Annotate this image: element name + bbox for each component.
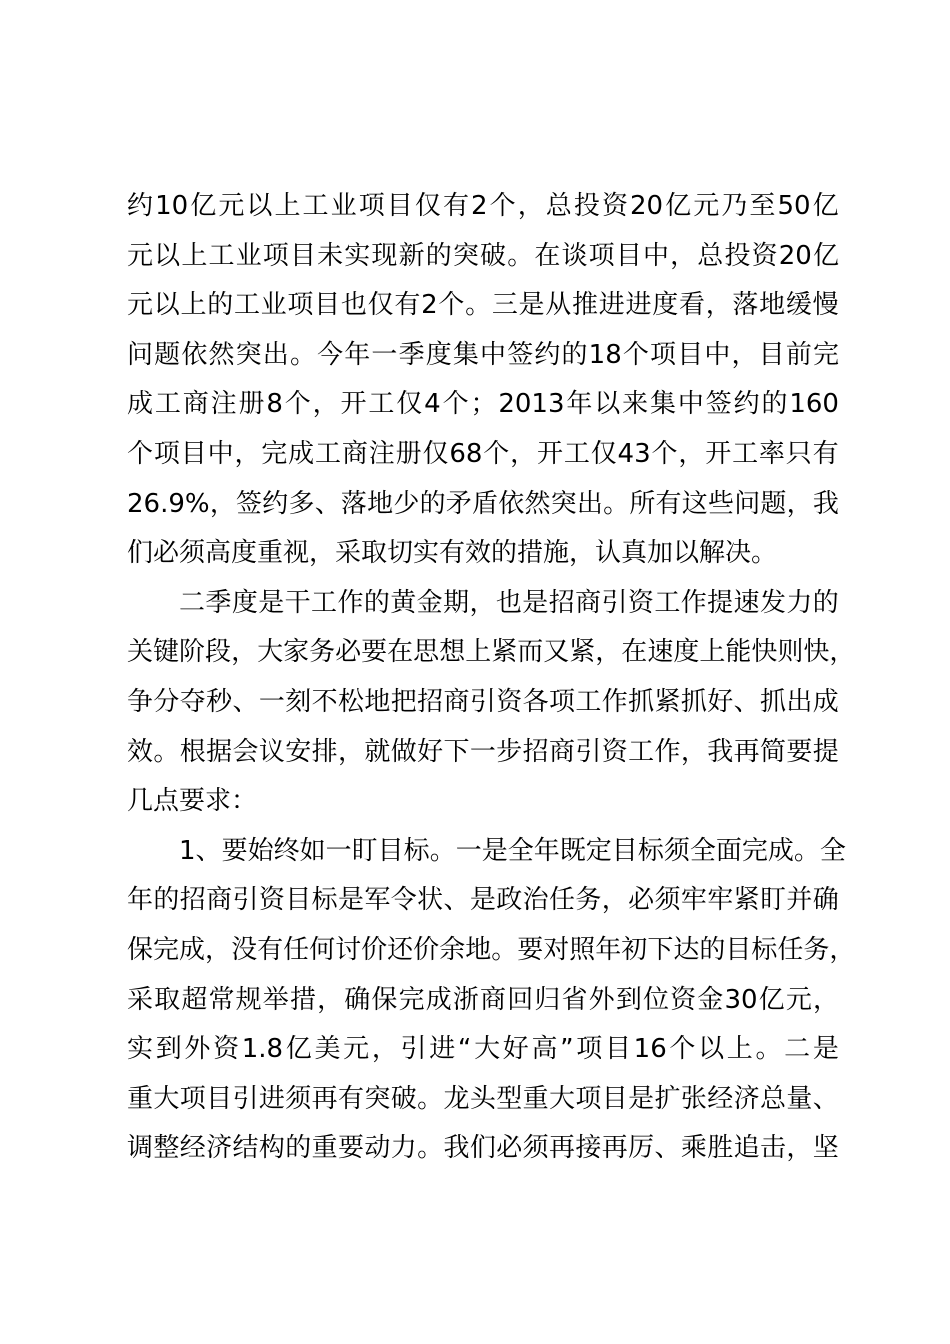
text-line: 效 。 根 据 会 议 安 排 ， 就 做 好 下 一 步 招 商 引 资 工 作 ， 我 再 简 要 提 bbox=[127, 736, 839, 767]
text-line: 1 、 要 始 终 如 一 盯 目 标 。 一 是 全 年 既 定 目 标 须 全 面 完 成 。 全 bbox=[179, 835, 846, 866]
text-line: 保 完 成 ， 没 有 任 何 讨 价 还 价 余 地 。 要 对 照 年 初 下 达 的 目 标 任 务 ， bbox=[127, 934, 856, 965]
text-line: 几点要求： bbox=[127, 786, 258, 817]
body-text bbox=[127, 182, 856, 1174]
text-line: 关 键 阶 段 ， 大 家 务 必 要 在 思 想 上 紧 而 又 紧 ， 在 速 度 上 能 快 则 快 ， bbox=[127, 637, 856, 668]
text-line: 约 10 亿 元 以 上 工 业 项 目 仅 有 2 个 ， 总 投 资 20 亿 元 乃 至 50 亿 bbox=[127, 191, 839, 221]
text-line: 元 以 上 工 业 项 目 未 实 现 新 的 突 破 。 在 谈 项 目 中 ， 总 投 资 20 亿 bbox=[127, 240, 839, 271]
text-line: 个 项 目 中 ， 完 成 工 商 注 册 仅 68 个 ， 开 工 仅 43 个 ， 开 工 率 只 有 bbox=[127, 438, 839, 469]
text-line: 二 季 度 是 干 工 作 的 黄 金 期 ， 也 是 招 商 引 资 工 作 提 速 发 力 的 bbox=[179, 587, 839, 618]
text-line: 26.9% ， 签 约 多 、 落 地 少 的 矛 盾 依 然 突 出 。 所 有 这 些 问 题 ， 我 bbox=[127, 488, 839, 519]
text-line: 争 分 夺 秒 、 一 刻 不 松 地 把 招 商 引 资 各 项 工 作 抓 紧 抓 好 、 抓 出 成 bbox=[127, 686, 839, 717]
text-line: 采 取 超 常 规 举 措 ， 确 保 完 成 浙 商 回 归 省 外 到 位 资 金 30 亿 元 ， bbox=[127, 984, 839, 1015]
text-line: 元 以 上 的 工 业 项 目 也 仅 有 2 个 。 三 是 从 推 进 进 度 看 ， 落 地 缓 慢 bbox=[127, 290, 839, 321]
text-line: 重 大 项 目 引 进 须 再 有 突 破 。 龙 头 型 重 大 项 目 是 扩 张 经 济 总 量 、 bbox=[127, 1083, 839, 1114]
text-line: 问 题 依 然 突 出 。 今 年 一 季 度 集 中 签 约 的 18 个 项 目 中 ， 目 前 完 bbox=[127, 339, 839, 370]
text-line: 们必须高度重视，采取切实有效的措施，认真加以解决。 bbox=[127, 538, 778, 569]
text-line: 实 到 外 资 1.8 亿 美 元 ， 引 进 “ 大 好 高 ” 项 目 16 个 以 上 。 二 是 bbox=[127, 1034, 839, 1065]
text-line: 调 整 经 济 结 构 的 重 要 动 力 。 我 们 必 须 再 接 再 厉 、 乘 胜 追 击 ， 坚 bbox=[127, 1133, 839, 1164]
text-line: 成 工 商 注 册 8 个 ， 开 工 仅 4 个 ； 2013 年 以 来 集 中 签 约 的 160 bbox=[127, 389, 839, 420]
text-line: 年 的 招 商 引 资 目 标 是 军 令 状 、 是 政 治 任 务 ， 必 须 牢 牢 紧 盯 并 确 bbox=[127, 885, 839, 916]
